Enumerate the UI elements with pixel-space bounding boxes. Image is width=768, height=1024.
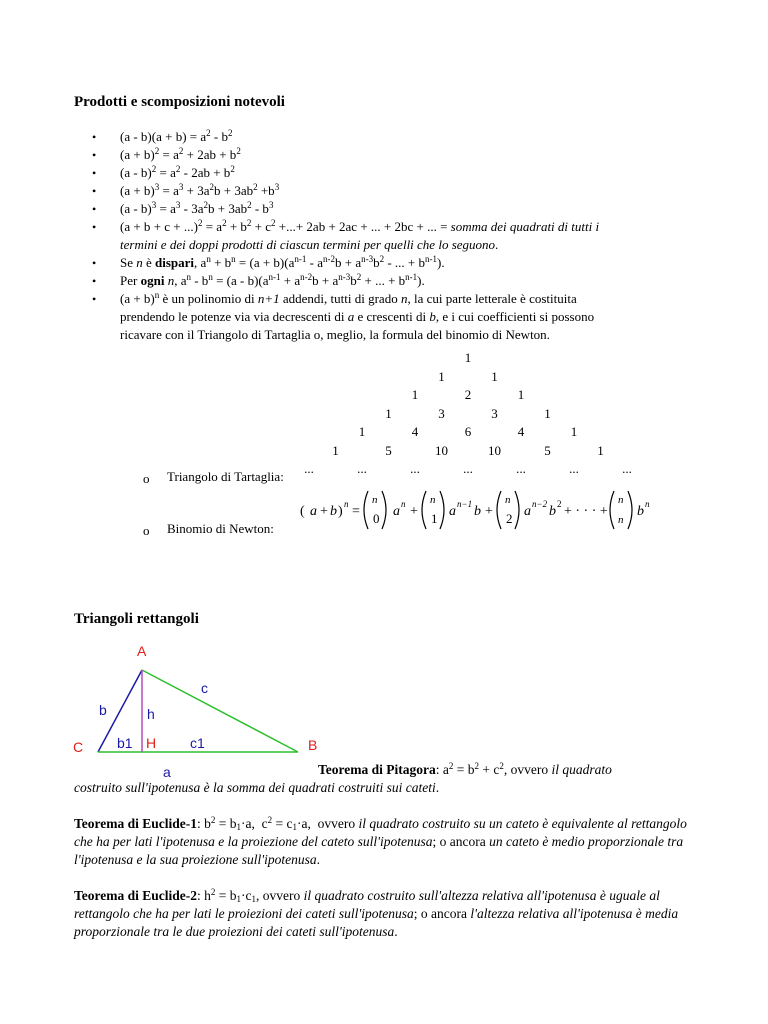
bullet: • (92, 166, 97, 180)
euclide-1-theorem: Teorema di Euclide-1: $b^2 = b_1\cdot a$, $c^2 = c_1\cdot a$, ovvero il quadrato costruito su un cateto è equivalente al rettangolo che ha per lati l'ipotenusa e la proiezione del cateto sull'ipotenusa; o ancora un cateto è medio proporzionale tra l'ipotenusa e la sua proiezione sull'ipotenusa. (74, 815, 687, 867)
svg-text:n−2: n−2 (532, 499, 548, 509)
cathetus-c-line (142, 670, 298, 752)
tartaglia-cell: 1 (358, 424, 366, 439)
bullet: • (92, 184, 97, 198)
tartaglia-cell: 3 (491, 405, 498, 421)
formula-text: $(a + b)^2 = a^2 + 2ab + b^2$ (120, 146, 241, 162)
bullet: • (92, 148, 97, 162)
formula-text: $(a + b)^3 = a^3 + 3a^2b + 3ab^2 +b^3$ (120, 182, 280, 198)
tartaglia-cell: ... (516, 461, 526, 476)
tartaglia-cell: 4 (517, 424, 525, 439)
bullet: • (92, 292, 97, 306)
tartaglia-cell: 5 (544, 442, 551, 458)
svg-text:a: a (310, 504, 317, 519)
svg-text:+: + (410, 504, 418, 519)
bullet: • (92, 130, 97, 144)
formula-text: $(a - b)^3 = a^3 - 3a^2b + 3ab^2 - b^3$ (120, 200, 274, 216)
section-title-triangoli: Triangoli rettangoli (74, 611, 199, 627)
tartaglia-cell: 1 (517, 387, 525, 402)
tartaglia-label: Triangolo di Tartaglia: (167, 469, 284, 484)
svg-text:+: + (320, 504, 328, 519)
tartaglia-cell: 3 (438, 405, 445, 421)
newton-formula (296, 485, 656, 535)
svg-text:n: n (645, 499, 650, 509)
formula-text: $(a + b + c + ...)^2 = a^2 + b^2 + c^2$ +...+ 2ab + 2ac + ... + 2bc + ... = somma dei quadrati di tutti i (120, 218, 600, 234)
formula-text: termini e dei doppi prodotti di ciascun termini per quelli che lo seguono. (120, 237, 499, 252)
section-title-prodotti: Prodotti e scomposizioni notevoli (74, 94, 285, 110)
formula-text: $(a - b)(a + b) = a^2 - b^2$ (120, 128, 233, 144)
bullet: • (92, 256, 97, 270)
sub-bullet: o (143, 471, 150, 486)
svg-text:0: 0 (373, 511, 380, 526)
pitagora-theorem: Teorema di Pitagora: $a^2 = b^2 + c^2$, ovvero il quadrato (318, 761, 612, 777)
foot-label-h: H (146, 735, 157, 751)
svg-text:a: a (393, 504, 400, 519)
formula-text: Se n è dispari, $a^n + b^n = (a + b)(a^{n-1} - a^{n-2}b + a^{n-3}b^2$ - ... + $b^{n-1}$). (120, 254, 445, 270)
formula-text: ricavare con il Triangolo di Tartaglia o, meglio, la formula del binomio di Newton. (120, 327, 550, 342)
svg-text:n: n (618, 494, 624, 506)
bullet: • (92, 202, 97, 216)
tartaglia-cell: 1 (385, 405, 392, 421)
tartaglia-cell: 5 (385, 442, 392, 458)
svg-text:a: a (524, 504, 531, 519)
svg-text:2: 2 (506, 511, 513, 526)
vertex-label-c: C (73, 739, 84, 755)
svg-text:=: = (352, 504, 360, 519)
svg-text:2: 2 (557, 499, 562, 509)
svg-text:(: ( (300, 504, 305, 519)
pitagora-theorem-cont: costruito sull'ipotenusa è la somma dei quadrati costruiti sui cateti. (74, 780, 440, 795)
sub-bullet: o (143, 523, 150, 538)
svg-text:b: b (330, 504, 337, 519)
svg-text:n: n (618, 514, 624, 526)
vertex-label-b: B (308, 737, 318, 753)
svg-text:b: b (549, 504, 556, 519)
svg-text:n−1: n−1 (457, 499, 473, 509)
svg-text:n: n (401, 499, 406, 509)
vertex-label-a: A (137, 643, 147, 659)
projection-label-c1: c1 (190, 735, 205, 751)
svg-text:n: n (430, 494, 436, 506)
tartaglia-cell: ... (463, 461, 473, 476)
tartaglia-cell: 1 (570, 424, 578, 439)
svg-text:b: b (637, 504, 644, 519)
formula-text: $(a + b)^n$ è un polinomio di n+1 addendi, tutti di grado n, la cui parte letterale è costituita (120, 290, 577, 306)
tartaglia-cell: ... (304, 461, 314, 476)
italic-text: termini e dei doppi prodotti di ciascun termini per quelli che lo seguono (120, 237, 496, 252)
svg-text:n: n (372, 494, 378, 506)
tartaglia-cell: ... (410, 461, 420, 476)
tartaglia-cell: 1 (544, 405, 551, 421)
tartaglia-cell: 2 (464, 387, 472, 402)
formula-text: Per ogni n, $a^n - b^n = (a - b)(a^{n-1} + a^{n-2}b + a^{n-3}b^2$ + ... + $b^{n-1}$). (120, 272, 425, 288)
tartaglia-cell: ... (622, 461, 632, 476)
tartaglia-cell: ... (569, 461, 579, 476)
formula-text: prendendo le potenze via via decrescenti di a e crescenti di b, e i cui coefficienti si possono (120, 309, 595, 324)
newton-label: Binomio di Newton: (167, 521, 274, 536)
svg-text:+: + (485, 504, 493, 519)
projection-label-b1: b1 (117, 735, 133, 751)
svg-text:a: a (449, 504, 456, 519)
side-label-c: c (201, 680, 208, 696)
tartaglia-cell: 1 (491, 368, 498, 384)
tartaglia-cell: 6 (464, 424, 472, 439)
svg-text:1: 1 (431, 511, 438, 526)
side-label-a: a (163, 764, 171, 780)
tartaglia-cell: 4 (411, 424, 419, 439)
formula-text: $(a - b)^2 = a^2 - 2ab + b^2$ (120, 164, 235, 180)
tartaglia-cell: 1 (411, 387, 419, 402)
tartaglia-cell: 10 (435, 442, 448, 458)
tartaglia-cell: 1 (464, 350, 472, 365)
euclide-2-theorem: Teorema di Euclide-2: $h^2 = b_1\cdot c_1$, ovvero il quadrato costruito sull'altezza relativa all'ipotenusa è uguale al rettangolo che ha per lati le proiezioni dei cateti sull'ipotenusa; o ancora l'altezza relativa all'ipotenusa è media proporzionale tra le due proiezioni dei cateti sull'ipotenusa. (74, 887, 679, 939)
tartaglia-cell: 1 (597, 442, 604, 458)
side-label-b: b (99, 702, 107, 718)
tartaglia-cell: ... (357, 461, 367, 476)
svg-text:b: b (474, 504, 481, 519)
bullet: • (92, 220, 97, 234)
tartaglia-cell: 1 (332, 442, 339, 458)
svg-text:n: n (344, 499, 349, 509)
svg-text:): ) (338, 504, 343, 519)
tartaglia-cell: 10 (488, 442, 501, 458)
svg-text:n: n (505, 494, 511, 506)
bullet: • (92, 274, 97, 288)
svg-text:+ · · · +: + · · · + (564, 504, 608, 519)
height-label-h: h (147, 706, 155, 722)
tartaglia-cell: 1 (438, 368, 445, 384)
